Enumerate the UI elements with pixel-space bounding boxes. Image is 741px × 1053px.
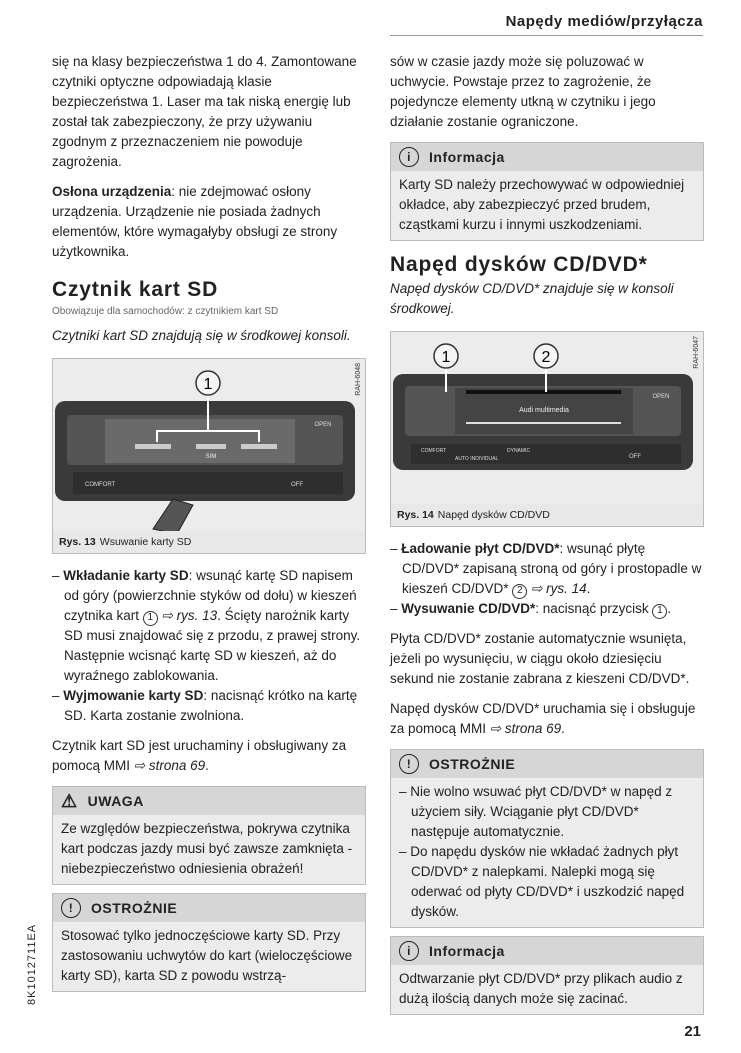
instruction-list bbox=[390, 539, 704, 619]
text: Do napędu dysków nie wkładać żadnych płyt CD/DVD* z nalepkami. Nalepki mogą się oderwać od płyty CD/DVD* i uszkodzić napęd dysków. bbox=[410, 844, 685, 919]
term: Wysuwanie CD/DVD* bbox=[401, 601, 536, 616]
term: Osłona urządzenia bbox=[52, 184, 172, 199]
list-item: – Wyjmowanie karty SD: nacisnąć krótko na kartę SD. Karta zostanie zwolniona. bbox=[52, 688, 358, 723]
term: Wyjmowanie karty SD bbox=[63, 688, 204, 703]
dynamic-label: DYNAMIC bbox=[507, 448, 531, 454]
box-text: Stosować tylko jednoczęściowe karty SD. Przy zastosowaniu uchwytów do kart (wieloczęściowe karty SD), karta SD z powodu wstrzą- bbox=[53, 922, 365, 991]
info-box bbox=[390, 936, 704, 1015]
box-title: Informacja bbox=[429, 149, 505, 165]
cd-drive-illustration bbox=[391, 332, 703, 506]
figure-code: RAH-6047 bbox=[693, 336, 700, 369]
callout-1: 1 bbox=[203, 376, 213, 393]
callout-1: 1 bbox=[441, 349, 451, 366]
term: Wkładanie karty SD bbox=[63, 568, 189, 583]
right-column bbox=[390, 52, 704, 1023]
info-icon: i bbox=[399, 941, 419, 961]
text: . bbox=[561, 721, 565, 736]
callout-2: 2 bbox=[541, 349, 551, 366]
term: Ładowanie płyt CD/DVD* bbox=[401, 541, 560, 556]
page-number: 21 bbox=[684, 1023, 701, 1040]
running-header: Napędy mediów/przyłącza bbox=[505, 13, 703, 30]
figure-caption bbox=[53, 531, 365, 553]
text: . bbox=[667, 601, 672, 616]
left-column bbox=[52, 52, 366, 1000]
info-box bbox=[390, 142, 704, 241]
figure-label: Rys. 14 bbox=[397, 509, 434, 521]
box-text: Ze względów bezpieczeństwa, pokrywa czytnika kart podczas jazdy musi być zawsze zamknięta - niebezpieczeństwo odniesienia obrażeń! bbox=[53, 815, 365, 884]
text: Napęd dysków CD/DVD* uruchamia się i obsługuje za pomocą MMI bbox=[390, 701, 696, 736]
section-heading: Czytnik kart SD bbox=[52, 278, 219, 301]
box-title: UWAGA bbox=[87, 793, 144, 809]
list-item: – Do napędu dysków nie wkładać żadnych płyt CD/DVD* z nalepkami. Nalepki mogą się oderwać od płyty CD/DVD* i uszkodzić napęd dysków. bbox=[399, 844, 685, 919]
section-heading: Napęd dysków CD/DVD* bbox=[390, 253, 648, 276]
text: . bbox=[586, 581, 591, 596]
document-code: 8K1012711EA bbox=[26, 923, 38, 1005]
callout-ref: 1 bbox=[143, 611, 158, 626]
off-label: OFF bbox=[629, 454, 641, 460]
exclamation-icon: ! bbox=[399, 754, 419, 774]
applicability-note: Obowiązuje dla samochodów: z czytnikiem kart SD bbox=[52, 306, 279, 317]
comfort-label: COMFORT bbox=[421, 448, 447, 454]
figure-code: RAH-6048 bbox=[355, 363, 362, 396]
text: Nie wolno wsuwać płyt CD/DVD* w napęd z użyciem siły. Wciąganie płyt CD/DVD* następuje automatycznie. bbox=[410, 784, 673, 839]
text: Czytnik kart SD jest uruchaminy i obsługiwany za pomocą MMI bbox=[52, 738, 347, 773]
paragraph: Płyta CD/DVD* zostanie automatycznie wsunięta, jeżeli po wysunięciu, w ciągu około dziesięciu sekund nie zostanie zabrana z kieszeni CD/DVD*. bbox=[390, 631, 690, 686]
list-item: – Nie wolno wsuwać płyt CD/DVD* w napęd z użyciem siły. Wciąganie płyt CD/DVD* następuje automatycznie. bbox=[399, 784, 673, 839]
off-label: OFF bbox=[291, 482, 303, 488]
warning-box bbox=[52, 786, 366, 885]
callout-ref: 2 bbox=[512, 584, 527, 599]
caption-text: Wsuwanie karty SD bbox=[99, 536, 192, 548]
paragraph: sów w czasie jazdy może się poluzować w uchwycie. Powstaje przez to zagrożenie, że pojedyncze elementy utkną w czytniku i jego działanie zostanie ograniczone. bbox=[390, 54, 656, 129]
paragraph bbox=[52, 182, 366, 262]
text: : wsunąć płytę CD/DVD* zapisaną stroną od góry i prostopadle w kieszeń CD/DVD* bbox=[402, 541, 702, 596]
box-title: OSTROŻNIE bbox=[91, 900, 178, 916]
figure-cd-drive bbox=[390, 331, 704, 527]
text: . Ścięty narożnik karty SD musi znajdować się z przodu, z prawej strony. Następnie wcisnąć kartę SD w kieszeń, aż do wyraźnego zablokowania. bbox=[64, 608, 361, 683]
caution-box bbox=[52, 893, 366, 992]
header-rule bbox=[390, 35, 703, 36]
text: : nie zdejmować osłony urządzenia. Urządzenie nie posiada żadnych elementów, które wymagałyby obsługi ze strony użytkownika. bbox=[52, 184, 338, 259]
paragraph bbox=[52, 736, 366, 776]
exclamation-icon: ! bbox=[61, 898, 81, 918]
figure-label: Rys. 13 bbox=[59, 536, 96, 548]
text: : wsunąć kartę SD napisem od góry (powierzchnie styków od dołu) w kieszeń czytnika kart bbox=[64, 568, 357, 623]
paragraph bbox=[390, 699, 704, 739]
list-item: – Ładowanie płyt CD/DVD*: wsunąć płytę CD/DVD* zapisaną stroną od góry i prostopadle w kieszeń CD/DVD* 2 ⇨ rys. 14. bbox=[390, 539, 704, 599]
box-text: Karty SD należy przechowywać w odpowiedniej okładce, aby zabezpieczyć przed brudem, cząstkami kurzu i innymi uszkodzeniami. bbox=[391, 171, 703, 240]
figure-caption bbox=[391, 504, 703, 526]
paragraph: się na klasy bezpieczeństwa 1 do 4. Zamontowane czytniki optyczne odpowiadają klasie bezpieczeństwa 1. Laser ma tak niską energię lub został tak zabezpieczony, że przy używaniu zgodnym z przeznaczeniem nie powoduje zagrożenia. bbox=[52, 54, 357, 169]
caution-box bbox=[390, 749, 704, 928]
intro: Czytniki kart SD znajdują się w środkowej konsoli. bbox=[52, 328, 351, 343]
text: . bbox=[205, 758, 209, 773]
caption-text: Napęd dysków CD/DVD bbox=[437, 509, 550, 521]
figure-link[interactable]: ⇨ rys. 14 bbox=[531, 581, 587, 596]
figure-link[interactable]: ⇨ rys. 13 bbox=[161, 608, 218, 623]
text: : nacisnąć krótko na kartę SD. Karta zostanie zwolniona. bbox=[64, 688, 358, 723]
sim-slot-label: SIM bbox=[205, 454, 217, 460]
list-item: – Wkładanie karty SD: wsunąć kartę SD napisem od góry (powierzchnie styków od dołu) w kieszeń czytnika kart 1 ⇨ rys. 13. Ścięty narożnik karty SD musi znajdować się z przodu, z prawej strony. Następnie wcisnąć kartę SD w kieszeń, aż do wyraźnego zablokowania. bbox=[52, 568, 361, 683]
box-text: Odtwarzanie płyt CD/DVD* przy plikach audio z dużą ilością danych może się zacinać. bbox=[391, 965, 703, 1014]
callout-ref: 1 bbox=[652, 604, 667, 619]
info-icon: i bbox=[399, 147, 419, 167]
list-item: – Wysuwanie CD/DVD*: nacisnąć przycisk 1 . bbox=[390, 599, 704, 619]
auto-individual-label: AUTO INDIVIDUAL bbox=[455, 456, 499, 462]
instruction-list bbox=[52, 566, 366, 726]
box-title: Informacja bbox=[429, 943, 505, 959]
page-link[interactable]: ⇨ strona 69 bbox=[489, 721, 562, 736]
page-link[interactable]: ⇨ strona 69 bbox=[133, 758, 206, 773]
text: : nacisnąć przycisk bbox=[535, 601, 653, 616]
figure-sd-reader bbox=[52, 358, 366, 554]
sd-reader-illustration bbox=[53, 359, 365, 533]
open-button-label: OPEN bbox=[314, 422, 332, 428]
intro: Napęd dysków CD/DVD* znajduje się w konsoli środkowej. bbox=[390, 281, 674, 316]
comfort-label: COMFORT bbox=[85, 482, 116, 488]
open-button-label: OPEN bbox=[652, 394, 670, 400]
display-text: Audi multimedia bbox=[519, 407, 569, 414]
box-title: OSTROŻNIE bbox=[429, 756, 516, 772]
warning-triangle-icon: ⚠ bbox=[61, 791, 78, 811]
